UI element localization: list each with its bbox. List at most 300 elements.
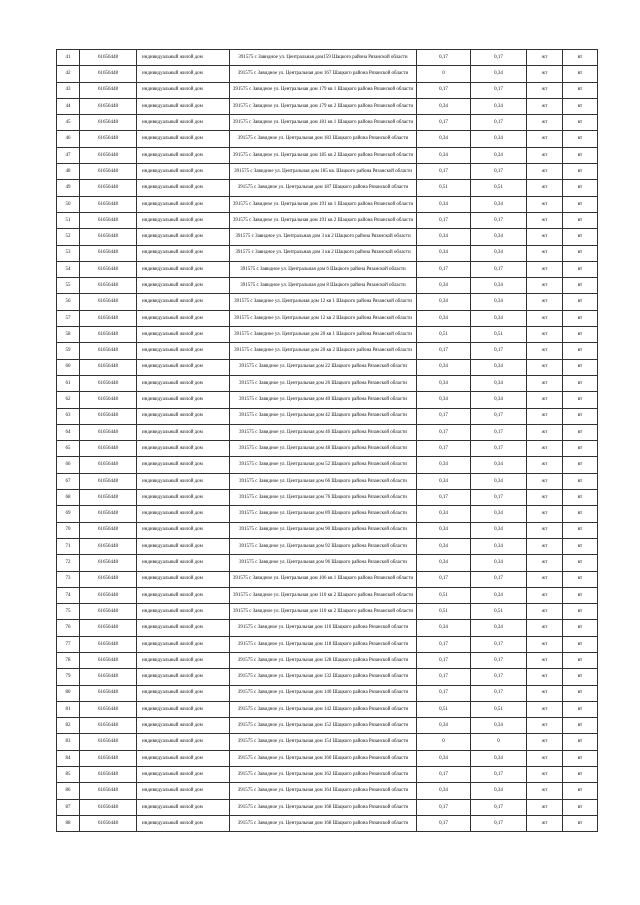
unit-cell-2: вт [563,408,598,424]
row-number-cell: 65 [57,441,80,457]
code-cell: 61656448 [80,620,137,636]
unit-cell-2: вт [563,604,598,620]
value-cell-1: 0,34 [417,538,471,554]
table-row [57,652,598,668]
building-type-cell: индивидуальный жилой дом [137,538,230,554]
code-cell: 61656448 [80,555,137,571]
unit-cell-2: вт [563,457,598,473]
code-cell: 61656448 [80,604,137,620]
row-number-cell: 41 [57,50,80,66]
unit-cell-2: вт [563,310,598,326]
value-cell-1: 0,17 [417,50,471,66]
table-row [57,604,598,620]
unit-cell-1: жт [527,359,563,375]
building-type-cell: индивидуальный жилой дом [137,343,230,359]
housing-table [56,49,598,832]
row-number-cell: 45 [57,115,80,131]
table-row [57,294,598,310]
table-row [57,245,598,261]
unit-cell-1: жт [527,652,563,668]
address-cell: 391575 с Завидное ул. Центральная дом 187 Шацкого района Рязанской области [230,180,417,196]
building-type-cell: индивидуальный жилой дом [137,815,230,831]
unit-cell-2: вт [563,343,598,359]
address-cell: 391575 с Завидное ул. Центральная дом159 Шацкого района Рязанской области [230,50,417,66]
unit-cell-1: жт [527,636,563,652]
row-number-cell: 87 [57,799,80,815]
address-cell: 391575 с Завидное ул. Центральная дом 40 Шацкого района Рязанской области [230,392,417,408]
code-cell: 61656448 [80,441,137,457]
code-cell: 61656448 [80,261,137,277]
unit-cell-1: жт [527,538,563,554]
value-cell-1: 0,34 [417,473,471,489]
address-cell: 391575 с Завидное ул. Центральная дом 26 Шацкого района Рязанской области [230,375,417,391]
building-type-cell: индивидуальный жилой дом [137,490,230,506]
value-cell-1: 0,34 [417,245,471,261]
value-cell-2: 0,17 [471,636,527,652]
unit-cell-1: жт [527,212,563,228]
building-type-cell: индивидуальный жилой дом [137,261,230,277]
unit-cell-1: жт [527,196,563,212]
value-cell-1: 0,34 [417,147,471,163]
row-number-cell: 76 [57,620,80,636]
row-number-cell: 59 [57,343,80,359]
value-cell-1: 0,51 [417,604,471,620]
address-cell: 391575 с Завидное ул. Центральная дом 168 Шацкого района Рязанской области [230,799,417,815]
unit-cell-1: жт [527,50,563,66]
table-row [57,685,598,701]
table-row [57,196,598,212]
unit-cell-1: жт [527,506,563,522]
table-row [57,701,598,717]
value-cell-1: 0,17 [417,815,471,831]
address-cell: 391575 с Завидное ул. Центральная дом 96 Шацкого района Рязанской области [230,555,417,571]
address-cell: 391575 с Завидное ул. Центральная дом 140 Шацкого района Рязанской области [230,685,417,701]
row-number-cell: 51 [57,212,80,228]
code-cell: 61656448 [80,392,137,408]
value-cell-2: 0,17 [471,212,527,228]
row-number-cell: 78 [57,652,80,668]
value-cell-1: 0,34 [417,457,471,473]
address-cell: 391575 с Завидное ул. Центральная дом 152 Шацкого района Рязанской области [230,718,417,734]
building-type-cell: индивидуальный жилой дом [137,98,230,114]
value-cell-2: 0,51 [471,701,527,717]
value-cell-1: 0,34 [417,750,471,766]
code-cell: 61656448 [80,652,137,668]
code-cell: 61656448 [80,457,137,473]
unit-cell-2: вт [563,636,598,652]
row-number-cell: 68 [57,490,80,506]
value-cell-1: 0,17 [417,82,471,98]
building-type-cell: индивидуальный жилой дом [137,506,230,522]
table-row [57,424,598,440]
address-cell: 391575 с Завидное ул. Центральная дом 183 Шацкого района Рязанской области [230,131,417,147]
table-row [57,734,598,750]
address-cell: 391575 с Завидное ул. Центральная дом 110 кв 2 Шацкого района Рязанской области [230,604,417,620]
value-cell-2: 0,34 [471,229,527,245]
address-cell: 391575 с Завидное ул. Центральная дом 110 кв 2 Шацкого района Рязанской области [230,587,417,603]
value-cell-2: 0,17 [471,767,527,783]
table-row [57,343,598,359]
unit-cell-1: жт [527,180,563,196]
unit-cell-1: жт [527,587,563,603]
unit-cell-1: жт [527,392,563,408]
table-row [57,457,598,473]
row-number-cell: 72 [57,555,80,571]
table-row [57,359,598,375]
value-cell-2: 0,17 [471,164,527,180]
table-row [57,750,598,766]
value-cell-2: 0,51 [471,180,527,196]
building-type-cell: индивидуальный жилой дом [137,783,230,799]
value-cell-2: 0,17 [471,799,527,815]
code-cell: 61656448 [80,164,137,180]
table-row [57,131,598,147]
table-row [57,180,598,196]
value-cell-2: 0,17 [471,82,527,98]
table-row [57,669,598,685]
value-cell-1: 0,17 [417,636,471,652]
value-cell-2: 0,34 [471,392,527,408]
code-cell: 61656448 [80,522,137,538]
code-cell: 61656448 [80,278,137,294]
value-cell-1: 0,34 [417,392,471,408]
value-cell-2: 0,34 [471,587,527,603]
building-type-cell: индивидуальный жилой дом [137,799,230,815]
unit-cell-1: жт [527,604,563,620]
code-cell: 61656448 [80,506,137,522]
unit-cell-1: жт [527,261,563,277]
table-row [57,66,598,82]
code-cell: 61656448 [80,115,137,131]
building-type-cell: индивидуальный жилой дом [137,734,230,750]
unit-cell-1: жт [527,783,563,799]
code-cell: 61656448 [80,685,137,701]
value-cell-1: 0,34 [417,718,471,734]
building-type-cell: индивидуальный жилой дом [137,131,230,147]
unit-cell-2: вт [563,750,598,766]
row-number-cell: 73 [57,571,80,587]
unit-cell-1: жт [527,457,563,473]
value-cell-2: 0,34 [471,750,527,766]
code-cell: 61656448 [80,196,137,212]
row-number-cell: 50 [57,196,80,212]
value-cell-1: 0 [417,66,471,82]
table-row [57,229,598,245]
unit-cell-1: жт [527,799,563,815]
value-cell-1: 0,17 [417,799,471,815]
value-cell-1: 0,34 [417,294,471,310]
unit-cell-2: вт [563,538,598,554]
row-number-cell: 47 [57,147,80,163]
unit-cell-1: жт [527,245,563,261]
code-cell: 61656448 [80,669,137,685]
value-cell-2: 0,17 [471,669,527,685]
address-cell: 391575 с Завидное ул. Центральная дом 168 Шацкого района Рязанской области [230,815,417,831]
value-cell-1: 0,34 [417,196,471,212]
table-row [57,392,598,408]
building-type-cell: индивидуальный жилой дом [137,212,230,228]
unit-cell-2: вт [563,555,598,571]
code-cell: 61656448 [80,294,137,310]
unit-cell-2: вт [563,424,598,440]
building-type-cell: индивидуальный жилой дом [137,767,230,783]
unit-cell-1: жт [527,327,563,343]
address-cell: 391575 с Завидное ул. Центральная дом 160 Шацкого района Рязанской области [230,750,417,766]
value-cell-2: 0,51 [471,327,527,343]
unit-cell-1: жт [527,294,563,310]
row-number-cell: 74 [57,587,80,603]
row-number-cell: 46 [57,131,80,147]
unit-cell-2: вт [563,196,598,212]
unit-cell-2: вт [563,685,598,701]
address-cell: 391575 с Завидное ул. Центральная дом 167 Шацкого района Рязанской области [230,66,417,82]
value-cell-1: 0,17 [417,767,471,783]
building-type-cell: индивидуальный жилой дом [137,457,230,473]
code-cell: 61656448 [80,408,137,424]
row-number-cell: 85 [57,767,80,783]
value-cell-1: 0,17 [417,685,471,701]
row-number-cell: 84 [57,750,80,766]
value-cell-2: 0,34 [471,522,527,538]
unit-cell-2: вт [563,50,598,66]
building-type-cell: индивидуальный жилой дом [137,66,230,82]
value-cell-1: 0,17 [417,261,471,277]
value-cell-1: 0,17 [417,115,471,131]
table-row [57,164,598,180]
value-cell-2: 0,34 [471,538,527,554]
building-type-cell: индивидуальный жилой дом [137,359,230,375]
code-cell: 61656448 [80,473,137,489]
address-cell: 391575 с Завидное ул. Центральная дом 118 Шацкого района Рязанской области [230,636,417,652]
code-cell: 61656448 [80,701,137,717]
value-cell-2: 0,34 [471,718,527,734]
value-cell-1: 0,17 [417,408,471,424]
table-row [57,571,598,587]
value-cell-2: 0,17 [471,343,527,359]
row-number-cell: 58 [57,327,80,343]
code-cell: 61656448 [80,490,137,506]
table-row [57,115,598,131]
unit-cell-1: жт [527,115,563,131]
unit-cell-2: вт [563,359,598,375]
table-row [57,50,598,66]
building-type-cell: индивидуальный жилой дом [137,652,230,668]
row-number-cell: 49 [57,180,80,196]
value-cell-2: 0,34 [471,147,527,163]
row-number-cell: 57 [57,310,80,326]
address-cell: 391575 с Завидное ул. Центральная дом 132 Шацкого района Рязанской области [230,669,417,685]
code-cell: 61656448 [80,587,137,603]
value-cell-2: 0,34 [471,783,527,799]
row-number-cell: 64 [57,424,80,440]
unit-cell-1: жт [527,685,563,701]
row-number-cell: 70 [57,522,80,538]
unit-cell-1: жт [527,815,563,831]
unit-cell-2: вт [563,229,598,245]
unit-cell-2: вт [563,441,598,457]
address-cell: 391575 с Завидное ул. Центральная дом 48 Шацкого района Рязанской области [230,441,417,457]
building-type-cell: индивидуальный жилой дом [137,669,230,685]
address-cell: 391575 с Завидное ул. Центральная дом 6 Шацкого района Рязанской области [230,261,417,277]
code-cell: 61656448 [80,718,137,734]
code-cell: 61656448 [80,66,137,82]
address-cell: 391575 с Завидное ул. Центральная дом 185 кв. Шацкого района Рязанской области [230,164,417,180]
unit-cell-2: вт [563,245,598,261]
table-row [57,82,598,98]
unit-cell-1: жт [527,473,563,489]
building-type-cell: индивидуальный жилой дом [137,718,230,734]
building-type-cell: индивидуальный жилой дом [137,310,230,326]
unit-cell-2: вт [563,392,598,408]
table-row [57,815,598,831]
address-cell: 391575 с Завидное ул. Центральная дом 89 Шацкого района Рязанской области [230,506,417,522]
code-cell: 61656448 [80,359,137,375]
unit-cell-1: жт [527,669,563,685]
building-type-cell: индивидуальный жилой дом [137,115,230,131]
unit-cell-1: жт [527,490,563,506]
value-cell-1: 0,34 [417,278,471,294]
value-cell-1: 0,34 [417,98,471,114]
code-cell: 61656448 [80,636,137,652]
address-cell: 391575 с Завидное ул. Центральная дом 106 кв 1 Шацкого района Рязанской области [230,571,417,587]
row-number-cell: 86 [57,783,80,799]
value-cell-2: 0,17 [471,50,527,66]
value-cell-2: 0,17 [471,652,527,668]
unit-cell-1: жт [527,767,563,783]
unit-cell-2: вт [563,294,598,310]
building-type-cell: индивидуальный жилой дом [137,571,230,587]
code-cell: 61656448 [80,50,137,66]
unit-cell-1: жт [527,229,563,245]
row-number-cell: 52 [57,229,80,245]
address-cell: 391575 с Завидное ул. Центральная дом 185 кв 2 Шацкого района Рязанской области [230,147,417,163]
code-cell: 61656448 [80,767,137,783]
unit-cell-1: жт [527,441,563,457]
value-cell-1: 0,34 [417,310,471,326]
code-cell: 61656448 [80,734,137,750]
building-type-cell: индивидуальный жилой дом [137,196,230,212]
value-cell-1: 0,34 [417,359,471,375]
value-cell-2: 0,34 [471,506,527,522]
value-cell-1: 0,34 [417,555,471,571]
value-cell-1: 0,34 [417,229,471,245]
building-type-cell: индивидуальный жилой дом [137,375,230,391]
building-type-cell: индивидуальный жилой дом [137,587,230,603]
row-number-cell: 56 [57,294,80,310]
table-row [57,506,598,522]
value-cell-2: 0,17 [471,490,527,506]
row-number-cell: 53 [57,245,80,261]
code-cell: 61656448 [80,229,137,245]
unit-cell-2: вт [563,147,598,163]
value-cell-2: 0,17 [471,408,527,424]
row-number-cell: 61 [57,375,80,391]
building-type-cell: индивидуальный жилой дом [137,555,230,571]
value-cell-1: 0,51 [417,327,471,343]
table-row [57,278,598,294]
table-row [57,408,598,424]
building-type-cell: индивидуальный жилой дом [137,701,230,717]
code-cell: 61656448 [80,180,137,196]
code-cell: 61656448 [80,212,137,228]
value-cell-1: 0,17 [417,212,471,228]
unit-cell-2: вт [563,131,598,147]
building-type-cell: индивидуальный жилой дом [137,441,230,457]
unit-cell-2: вт [563,799,598,815]
value-cell-2: 0,17 [471,261,527,277]
row-number-cell: 44 [57,98,80,114]
address-cell: 391575 с Завидное ул. Центральная дом 20 кв 1 Шацкого района Рязанской области [230,327,417,343]
table-row [57,538,598,554]
building-type-cell: индивидуальный жилой дом [137,392,230,408]
unit-cell-2: вт [563,620,598,636]
unit-cell-2: вт [563,327,598,343]
code-cell: 61656448 [80,327,137,343]
unit-cell-1: жт [527,424,563,440]
unit-cell-2: вт [563,98,598,114]
unit-cell-2: вт [563,718,598,734]
value-cell-1: 0,17 [417,164,471,180]
building-type-cell: индивидуальный жилой дом [137,245,230,261]
value-cell-1: 0,17 [417,424,471,440]
unit-cell-2: вт [563,506,598,522]
row-number-cell: 55 [57,278,80,294]
building-type-cell: индивидуальный жилой дом [137,164,230,180]
table-body [57,50,598,832]
code-cell: 61656448 [80,343,137,359]
unit-cell-2: вт [563,115,598,131]
unit-cell-1: жт [527,147,563,163]
code-cell: 61656448 [80,375,137,391]
value-cell-2: 0,34 [471,245,527,261]
value-cell-1: 0,51 [417,701,471,717]
value-cell-2: 0,34 [471,555,527,571]
value-cell-2: 0,17 [471,685,527,701]
value-cell-1: 0,51 [417,587,471,603]
building-type-cell: индивидуальный жилой дом [137,50,230,66]
code-cell: 61656448 [80,783,137,799]
table-row [57,473,598,489]
row-number-cell: 54 [57,261,80,277]
address-cell: 391575 с Завидное ул. Центральная дом 90 Шацкого района Рязанской области [230,522,417,538]
building-type-cell: индивидуальный жилой дом [137,424,230,440]
building-type-cell: индивидуальный жилой дом [137,327,230,343]
row-number-cell: 48 [57,164,80,180]
unit-cell-2: вт [563,261,598,277]
unit-cell-1: жт [527,750,563,766]
value-cell-1: 0,34 [417,506,471,522]
value-cell-2: 0,34 [471,66,527,82]
table-row [57,490,598,506]
unit-cell-1: жт [527,555,563,571]
address-cell: 391575 с Завидное ул. Центральная дом 3 кв 2 Шацкого района Рязанской области [230,229,417,245]
unit-cell-1: жт [527,701,563,717]
address-cell: 391575 с Завидное ул. Центральная дом 46 Шацкого района Рязанской области [230,424,417,440]
building-type-cell: индивидуальный жилой дом [137,473,230,489]
unit-cell-2: вт [563,212,598,228]
value-cell-2: 0,34 [471,457,527,473]
unit-cell-2: вт [563,587,598,603]
unit-cell-1: жт [527,343,563,359]
unit-cell-2: вт [563,473,598,489]
building-type-cell: индивидуальный жилой дом [137,180,230,196]
table-row [57,636,598,652]
row-number-cell: 43 [57,82,80,98]
address-cell: 391575 с Завидное ул. Центральная дом 142 Шацкого района Рязанской области [230,701,417,717]
unit-cell-1: жт [527,164,563,180]
value-cell-1: 0,34 [417,375,471,391]
value-cell-1: 0,17 [417,652,471,668]
